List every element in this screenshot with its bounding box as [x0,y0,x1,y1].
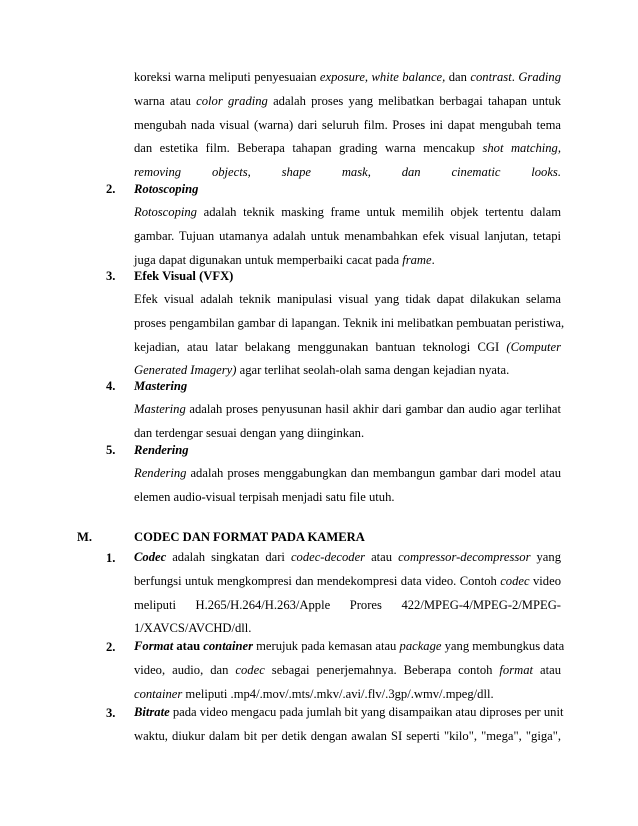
text-line: video, audio, dan codec sebagai penerjemahnya. Beberapa contoh format atau [134,662,561,677]
text-line: berfungsi untuk mengkompresi dan mendekompresi data video. Contoh codec video [134,573,561,588]
item-number: 5. [106,443,116,457]
text-line: gambar. Tujuan utamanya adalah untuk menambahkan efek visual lanjutan, tetapi [134,228,561,243]
item-number: 2. [106,640,116,654]
text-line: dan estetika film. Beberapa tahapan grading warna mencakup shot matching, [134,141,561,156]
item-paragraph [134,635,565,706]
text-line: Rotoscoping adalah teknik masking frame untuk memilih objek tertentu dalam [134,205,561,219]
item-title: Mastering [134,379,188,393]
text-line: Generated Imagery) agar terlihat seolah-olah sama dengan kejadian nyata. [134,363,510,378]
text-line: container meliputi .mp4/.mov/.mts/.mkv/.avi/.flv/.3gp/.wmv/.mpeg/dll. [134,686,494,701]
item-paragraph [134,288,565,383]
item-number: 1. [106,551,116,565]
text-line: Format atau container merujuk pada kemasan atau package yang membungkus data [134,639,565,653]
text-line: Rendering adalah proses menggabungkan dan membangun gambar dari model atau [134,466,561,480]
text-line: meliputi H.265/H.264/H.263/Apple Prores 422/MPEG-4/MPEG-2/MPEG- [134,597,561,612]
text-line: elemen audio-visual terpisah menjadi satu file utuh. [134,489,395,504]
item-title: Rendering [134,443,189,457]
item-number: 4. [106,379,116,393]
item-number: 3. [106,269,116,283]
section-number: M. [77,530,93,544]
text-line: koreksi warna meliputi penyesuaian exposure, white balance, dan contrast. Grading [134,70,562,84]
item-paragraph [134,462,561,510]
text-line: Bitrate pada video mengacu pada jumlah bit yang disampaikan atau diproses per unit [134,705,564,719]
text-line: Mastering adalah proses penyusunan hasil akhir dari gambar dan audio agar terlihat [134,402,561,416]
item-number: 2. [106,182,116,196]
text-line: kejadian, atau latar belakang menggunakan bantuan teknologi CGI (Computer [134,339,561,354]
intro-paragraph [134,66,561,185]
text-line: removing objects, shape mask, dan cinematic looks. [134,165,561,180]
item-title: Efek Visual (VFX) [134,269,234,283]
text-line: waktu, diukur dalam bit per detik dengan awalan SI seperti "kilo", "mega", "giga", [134,728,561,743]
text-line: mengubah nada visual (warna) dari seluruh film. Proses ini dapat mengubah tema [134,117,561,132]
text-line: Efek visual adalah teknik manipulasi visual yang tidak dapat dilakukan selama [134,292,561,306]
text-line: warna atau color grading adalah proses yang melibatkan berbagai tahapan untuk [134,93,561,108]
item-paragraph [134,201,561,272]
text-line: Codec adalah singkatan dari codec-decoder atau compressor-decompressor yang [134,550,561,564]
text-line: 1/XAVCS/AVCHD/dll. [134,621,252,636]
text-line: juga dapat digunakan untuk memperbaiki cacat pada frame. [134,252,435,267]
item-paragraph [134,701,564,749]
text-line: proses pengambilan gambar di lapangan. Teknik ini melibatkan pembuatan peristiwa, [134,315,565,330]
item-number: 3. [106,706,116,720]
text-line: dan terdengar sesuai dengan yang diinginkan. [134,425,365,440]
item-paragraph [134,546,561,641]
section-title: CODEC DAN FORMAT PADA KAMERA [134,530,365,544]
item-title: Rotoscoping [134,182,199,196]
item-paragraph [134,398,561,446]
